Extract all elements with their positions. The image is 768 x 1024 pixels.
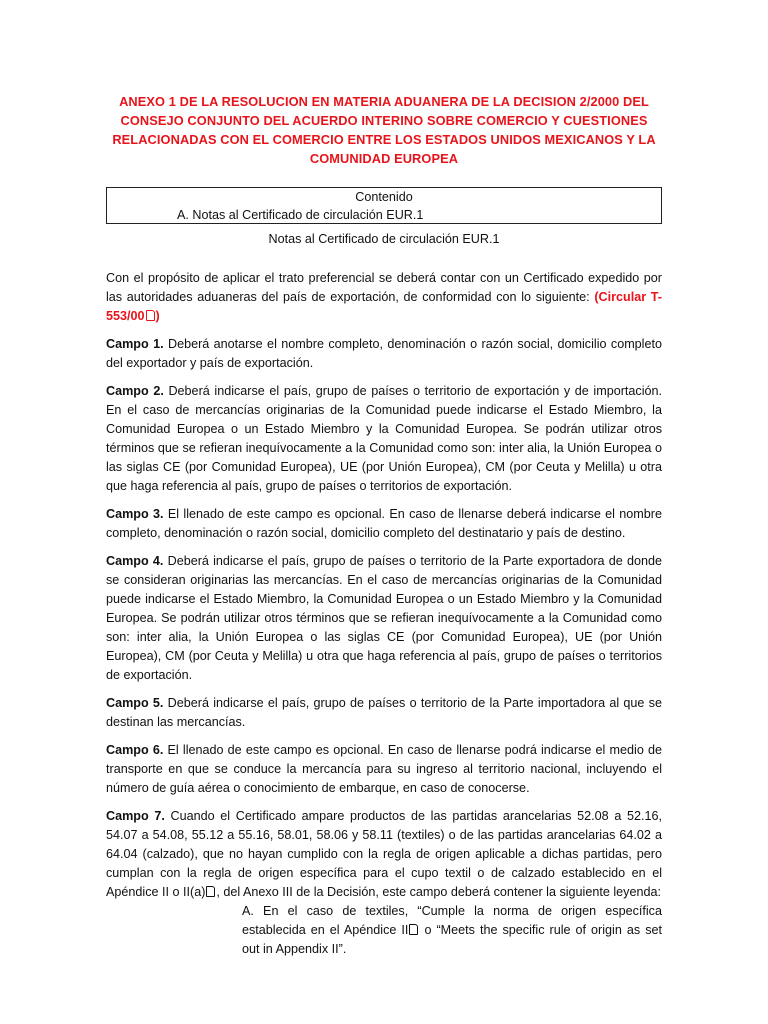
document-icon: [409, 924, 418, 935]
campo-text: Deberá indicarse el país, grupo de países o territorio de exportación y de importación. En el caso de mercancías originarias de la Comunidad puede indicarse el Estado Miembro, la Comunidad Europea o un Estado Miembro y la Comunidad Europea. Se podrán utilizar otros términos que se refieran inequívocamente a la Comunidad como son: inter alia, la Unión Europea o las siglas CE (por Comunidad Europea), UE (por Unión Europea), CM (por Ceuta y Melilla) u otra que haga referencia al país, grupo de países o territorios de exportación.: [106, 384, 663, 493]
campo-label: Campo 4.: [106, 554, 164, 568]
campo-2-paragraph: [106, 382, 662, 496]
campo-7-paragraph: [106, 807, 662, 902]
campo-text-continued: , del Anexo III de la Decisión, este campo deberá contener la siguiente leyenda:: [216, 885, 661, 899]
toc-item[interactable]: A. Notas al Certificado de circulación EUR.1: [177, 208, 424, 222]
document-icon: [206, 886, 215, 897]
textiles-item: [242, 902, 662, 959]
toc-heading: Contenido: [355, 190, 413, 204]
document-icon: [146, 310, 155, 321]
campo-label: Campo 7.: [106, 809, 165, 823]
campo-label: Campo 1.: [106, 337, 164, 351]
textiles-item-text: A. En el caso de textiles, “Cumple la norma de origen específica establecida en el Apéndice II o “Meets the specific rule of origin as set out in Appendix II”.: [242, 904, 662, 956]
campo-text: Deberá indicarse el país, grupo de países o territorio de la Parte exportadora de donde se consideran originarias las mercancías. En el caso de mercancías originarias de la Comunidad puede indicarse el Estado Miembro, la Comunidad Europea o un Estado Miembro y la Comunidad Europea. Se podrán utilizar otros términos que se refieran inequívocamente a la Comunidad como son: inter alia, la Unión Europea o las siglas CE (por Comunidad Europea), UE (por Unión Europea), CM (por Ceuta y Melilla) u otra que haga referencia al país, grupo de países o territorios de exportación.: [106, 554, 662, 682]
campo-label: Campo 6.: [106, 743, 164, 757]
intro-text: Con el propósito de aplicar el trato preferencial se deberá contar con un Certificado expedido por las autoridades aduaneras del país de exportación, de conformidad con lo siguiente:: [106, 271, 662, 304]
campo-3-paragraph: [106, 505, 662, 543]
table-of-contents: [106, 187, 662, 224]
section-subtitle: Notas al Certificado de circulación EUR.1: [268, 232, 500, 246]
campo-label: Campo 3.: [106, 507, 164, 521]
campo-5-paragraph: [106, 694, 662, 732]
campo-label: Campo 2.: [106, 384, 164, 398]
campo-label: Campo 5.: [106, 696, 164, 710]
document-title: ANEXO 1 DE LA RESOLUCION EN MATERIA ADUANERA DE LA DECISION 2/2000 DEL CONSEJO CONJUNTO DEL ACUERDO INTERINO SOBRE COMERCIO Y CUESTIONES RELACIONADAS CON EL COMERCIO ENTRE LOS ESTADOS UNIDOS MEXICANOS Y LA COMUNIDAD EUROPEA: [112, 94, 656, 166]
campo-6-paragraph: [106, 741, 662, 798]
circular-reference[interactable]: (Circular T-553/00 ): [106, 290, 662, 323]
campo-1-paragraph: [106, 335, 662, 373]
campo-text: Cuando el Certificado ampare productos de las partidas arancelarias 52.08 a 52.16, 54.07 a 54.08, 55.12 a 55.16, 58.01, 58.06 y 58.11 (textiles) o de las partidas arancelarias 64.02 a 64.04 (calzado), que no hayan cumplido con la regla de origen aplicable a dichas partidas, pero cumplan con la regla de origen específica para el cupo textil o de calzado establecido en el Apéndice II o II(a): [106, 809, 663, 899]
campo-text: El llenado de este campo es opcional. En caso de llenarse deberá indicarse el nombre completo, denominación o razón social, domicilio completo del destinatario y país de destino.: [106, 507, 662, 540]
campo-text: Deberá indicarse el país, grupo de países o territorio de la Parte importadora al que se destinan las mercancías.: [106, 696, 662, 729]
campo-text: Deberá anotarse el nombre completo, denominación o razón social, domicilio completo del exportador y país de exportación.: [106, 337, 662, 370]
campo-text: El llenado de este campo es opcional. En caso de llenarse podrá indicarse el medio de transporte en que se conduce la mercancía para su ingreso al territorio nacional, incluyendo el número de guía aérea o conocimiento de embarque, en caso de conocerse.: [106, 743, 662, 795]
campo-4-paragraph: [106, 552, 662, 685]
intro-paragraph: [106, 269, 662, 326]
